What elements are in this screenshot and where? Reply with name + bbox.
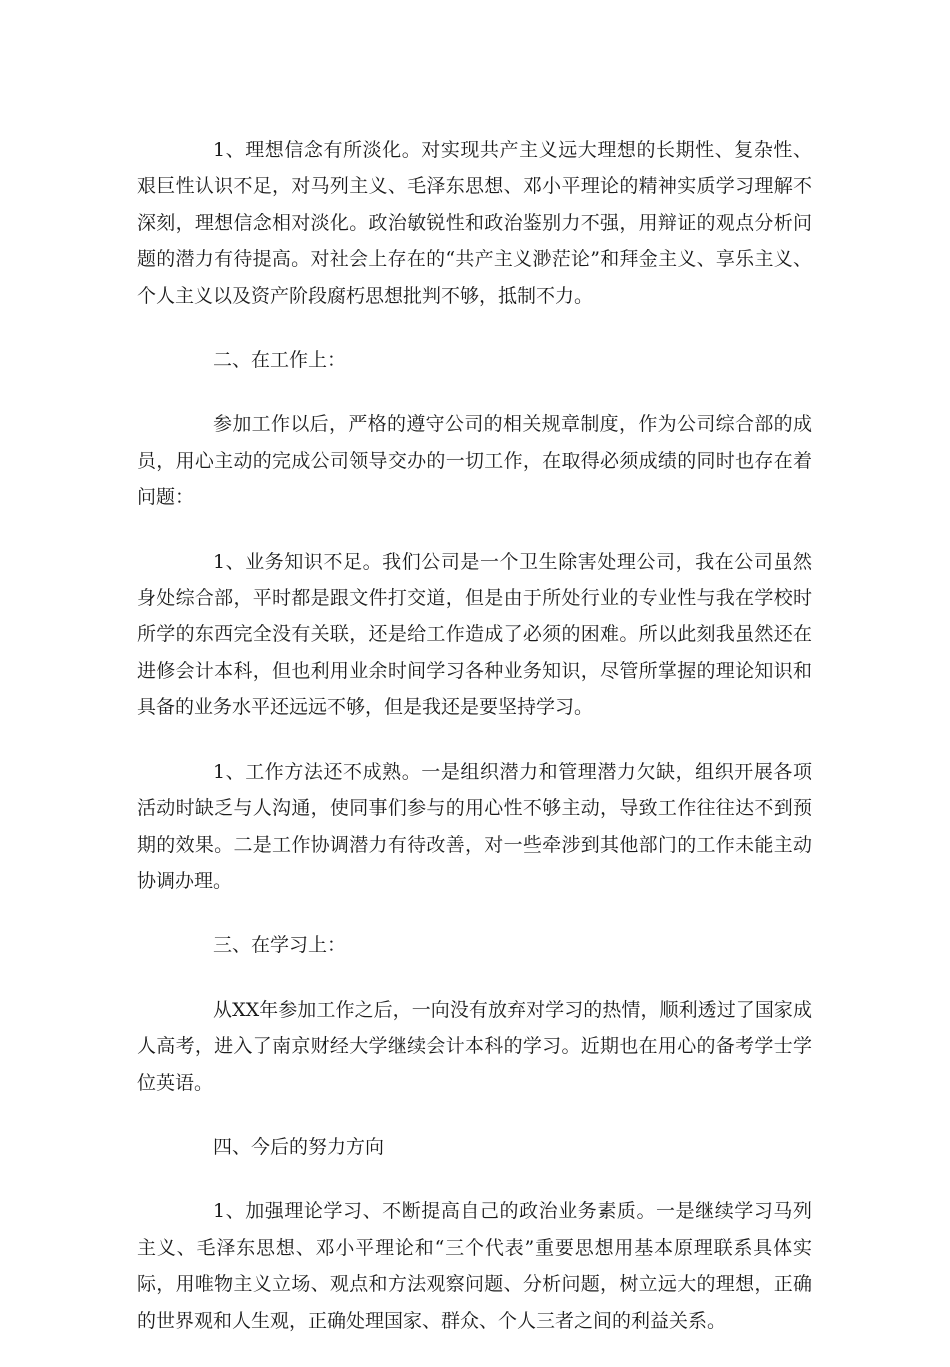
heading-study: 三、在学习上： <box>213 934 347 957</box>
paragraph-work-methods: 1、工作方法还不成熟。一是组织潜力和管理潜力欠缺，组织开展各项活动时缺乏与人沟通，使同事们参与的用心性不够主动，导致工作往往达不到预期的效果。二是工作协调潜力有待改善，对一些牵涉到其他部门的工作未能主动协调办理。 <box>137 760 812 892</box>
heading-work: 二、在工作上： <box>213 349 347 372</box>
paragraph-study: 从XX年参加工作之后，一向没有放弃对学习的热情，顺利透过了国家成人高考，进入了南京财经大学继续会计本科的学习。近期也在用心的备考学士学位英语。 <box>137 998 812 1094</box>
paragraph-ideals: 1、理想信念有所淡化。对实现共产主义远大理想的长期性、复杂性、艰巨性认识不足，对马列主义、毛泽东思想、邓小平理论的精神实质学习理解不深刻，理想信念相对淡化。政治敏锐性和政治鉴别力不强，用辩证的观点分析问题的潜力有待提高。对社会上存在的“共产主义渺茫论”和拜金主义、享乐主义、个人主义以及资产阶段腐朽思想批判不够，抵制不力。 <box>137 139 812 307</box>
paragraph-business-knowledge: 1、业务知识不足。我们公司是一个卫生除害处理公司，我在公司虽然身处综合部，平时都是跟文件打交道，但是由于所处行业的专业性与我在学校时所学的东西完全没有关联，还是给工作造成了必须的困难。所以此刻我虽然还在进修会计本科，但也利用业余时间学习各种业务知识，尽管所掌握的理论知识和具备的业务水平还远远不够，但是我还是要坚持学习。 <box>137 550 812 719</box>
document-body <box>137 132 812 1367</box>
heading-future-direction: 四、今后的努力方向 <box>213 1135 385 1158</box>
paragraph-work-intro: 参加工作以后，严格的遵守公司的相关规章制度，作为公司综合部的成员，用心主动的完成公司领导交办的一切工作，在取得必须成绩的同时也存在着问题： <box>137 413 812 509</box>
paragraph-theory-study: 1、加强理论学习、不断提高自己的政治业务素质。一是继续学习马列主义、毛泽东思想、邓小平理论和“三个代表”重要思想用基本原理联系具体实际，用唯物主义立场、观点和方法观察问题、分析问题，树立远大的理想，正确的世界观和人生观，正确处理国家、群众、个人三者之间的利益关系。 <box>137 1200 812 1332</box>
